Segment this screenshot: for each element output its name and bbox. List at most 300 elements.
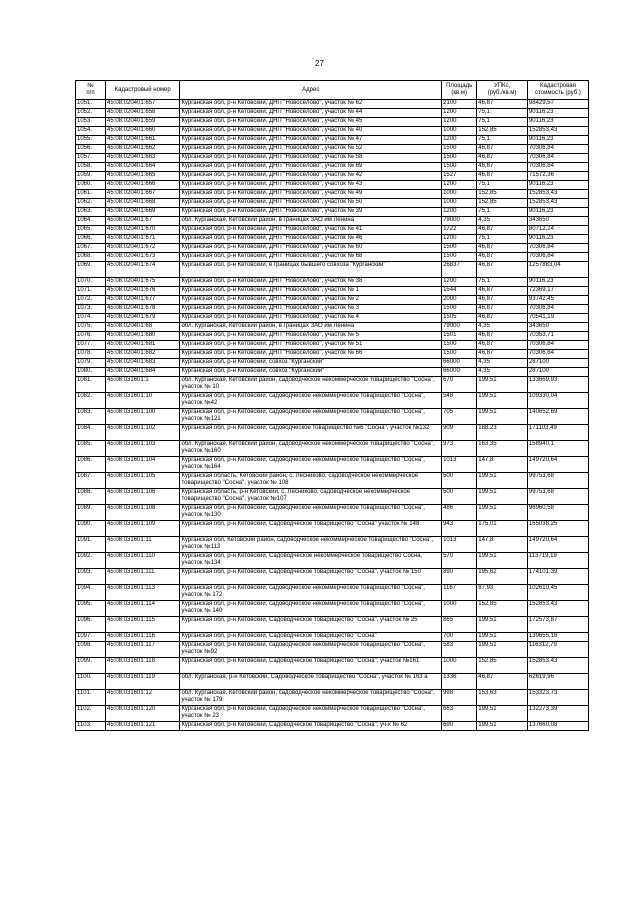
table-row [76, 505, 589, 521]
cell-cadastral-value: 165038,25 [527, 521, 588, 537]
cell-area: 1200 [442, 235, 477, 244]
cell-upks: 4,35 [477, 359, 528, 368]
cell-address: Курганская обл, р-н Кетовский, садоводческое некоммерческое товарищество "Сосна", участок №92 [180, 642, 442, 658]
cell-address: Курганская область, р-н Кетовский, с. Лесниково, садоводческое некоммерческое товарищество "Сосна", участок №107 [180, 489, 442, 505]
cell-upks: 46,87 [477, 244, 528, 253]
table-row [76, 136, 589, 145]
cell-cadastral-number: 45:08:031601:106 [105, 489, 179, 505]
cell-index: 1083. [76, 409, 106, 425]
table-row [76, 181, 589, 190]
cell-cadastral-number: 45:08:020401:666 [105, 181, 179, 190]
cell-address: Курганская обл, р-н Кетовский, ДНП "Новосёлово", участок № 66 [180, 350, 442, 359]
table-row [76, 409, 589, 425]
cell-upks: 188,23 [477, 425, 528, 441]
cell-cadastral-value: 90116,23 [527, 118, 588, 127]
cell-cadastral-value: 152853,43 [527, 199, 588, 208]
cell-upks: 199,51 [477, 489, 528, 505]
cell-address: Курганская обл, р-н Кетовский, Садоводческое товарищество "Сосна", участок № 25 [180, 617, 442, 633]
cell-address: Курганская обл, р-н Кетовский, ДНП "Новосёлово", участок № 49 [180, 190, 442, 199]
cell-index: 1101. [76, 690, 106, 706]
cell-cadastral-number: 45:08:020401:682 [105, 350, 179, 359]
cell-cadastral-number: 45:08:020401:662 [105, 145, 179, 154]
cell-cadastral-value: 152853,43 [527, 601, 588, 617]
cell-upks: 175,01 [477, 521, 528, 537]
cell-upks: 46,87 [477, 154, 528, 163]
cell-upks: 46,87 [477, 332, 528, 341]
cell-address: Курганская обл, р-н Кетовский, ДНП "Новосёлово", участок № 50 [180, 199, 442, 208]
cell-cadastral-number: 45:08:020401:670 [105, 226, 179, 235]
cell-cadastral-value: 152853,43 [527, 190, 588, 199]
header-index: № п/п [76, 81, 106, 100]
table-row [76, 262, 589, 278]
table-row [76, 359, 589, 368]
cell-area: 1500 [442, 350, 477, 359]
cell-index: 1081. [76, 377, 106, 393]
cell-upks: 75,1 [477, 235, 528, 244]
cell-index: 1061. [76, 190, 106, 199]
cell-cadastral-value: 149720,64 [527, 537, 588, 553]
cell-cadastral-value: 70306,84 [527, 350, 588, 359]
cell-area: 583 [442, 642, 477, 658]
cell-index: 1071. [76, 287, 106, 296]
table-row [76, 425, 589, 441]
cell-index: 1082. [76, 393, 106, 409]
cell-address: Курганская обл, р-н Кетовский, садоводческое некоммерческое товарищество "Сосна", участок №42 [180, 393, 442, 409]
cell-cadastral-value: 98429,57 [527, 100, 588, 109]
cell-cadastral-value: 90116,23 [527, 278, 588, 287]
cell-address: Курганская обл, р-н Кетовский, ДНП "Новосёлово", участок № 38 [180, 278, 442, 287]
cell-cadastral-value: 70306,84 [527, 145, 588, 154]
cell-cadastral-number: 45:08:020401:673 [105, 253, 179, 262]
cell-cadastral-number: 45:08:031601:117 [105, 642, 179, 658]
cell-upks: 147,8 [477, 457, 528, 473]
table-row [76, 489, 589, 505]
table-row [76, 305, 589, 314]
cell-area: 570 [442, 553, 477, 569]
cell-cadastral-value: 71572,36 [527, 172, 588, 181]
cell-cadastral-number: 45:08:031601:11 [105, 537, 179, 553]
cell-area: 1000 [442, 658, 477, 674]
cell-address: обл. Курганская, Кетовский район, садоводческое некоммерческое товарищество "Сосна", участок № 10 [180, 377, 442, 393]
table-row [76, 217, 589, 226]
cell-address: Курганская обл, р-н Кетовский, ДНП "Новосёлово", участок № 41 [180, 226, 442, 235]
cell-address: Курганская обл, р-н Кетовский, ДНП "Новосёлово", участок № 51 [180, 341, 442, 350]
cell-cadastral-value: 90116,23 [527, 109, 588, 118]
table-row [76, 154, 589, 163]
cell-address: Курганская обл, р-н Кетовский, ДНП "Новосёлово", участок № 43 [180, 181, 442, 190]
cell-upks: 199,51 [477, 553, 528, 569]
cell-cadastral-value: 287100 [527, 359, 588, 368]
cell-address: Курганская обл, р-н Кетовский, совхоз "Курганский" [180, 368, 442, 377]
cell-cadastral-number: 45:08:031601:110 [105, 553, 179, 569]
cell-area: 548 [442, 393, 477, 409]
cell-cadastral-number: 45:08:031601:109 [105, 521, 179, 537]
cell-address: Курганская обл, р-н Кетовский, ДНП "Новосёлово", участок № 60 [180, 244, 442, 253]
header-cadastral-value: Кадастровая стоимость (руб.) [527, 81, 588, 100]
cell-cadastral-number: 45:08:020401:678 [105, 305, 179, 314]
cell-cadastral-number: 45:08:020401:680 [105, 332, 179, 341]
cell-upks: 75,1 [477, 118, 528, 127]
cell-cadastral-number: 45:08:020401:659 [105, 118, 179, 127]
cell-area: 1200 [442, 118, 477, 127]
cell-upks: 152,85 [477, 658, 528, 674]
cell-index: 1056. [76, 145, 106, 154]
table-row [76, 473, 589, 489]
cell-address: Курганская обл, р-н Кетовский, Садоводческое некоммерческое товарищество Сосна, участок №134 [180, 553, 442, 569]
cell-area: 1200 [442, 181, 477, 190]
table-row [76, 163, 589, 172]
table-row [76, 145, 589, 154]
cell-area: 663 [442, 706, 477, 722]
cell-area: 1500 [442, 145, 477, 154]
cell-index: 1069. [76, 262, 106, 278]
table-row [76, 674, 589, 690]
cell-address: Курганская обл, р-н Кетовский, садоводческое некоммерческое товарищество "Сосна", участок № 172 [180, 585, 442, 601]
cell-cadastral-number: 45:08:031601:10 [105, 393, 179, 409]
cell-cadastral-value: 70353,71 [527, 332, 588, 341]
table-row [76, 100, 589, 109]
table-row [76, 332, 589, 341]
cell-address: обл. Курганская, Кетовский район, в границах ЗАО им Ленина [180, 323, 442, 332]
cell-cadastral-number: 45:08:031601:120 [105, 706, 179, 722]
cell-upks: 75,1 [477, 181, 528, 190]
cell-address: Курганская обл, р-н Кетовский, ДНП "Новосёлово", участок № 39 [180, 208, 442, 217]
cell-area: 1000 [442, 190, 477, 199]
cell-area: 943 [442, 521, 477, 537]
cell-index: 1062. [76, 199, 106, 208]
cell-area: 1500 [442, 253, 477, 262]
cell-upks: 199,51 [477, 409, 528, 425]
cell-index: 1055. [76, 136, 106, 145]
cell-upks: 152,85 [477, 601, 528, 617]
cell-index: 1064. [76, 217, 106, 226]
cell-index: 1084. [76, 425, 106, 441]
cell-area: 1000 [442, 127, 477, 136]
cell-upks: 46,87 [477, 296, 528, 305]
cell-index: 1098. [76, 642, 106, 658]
table-row [76, 244, 589, 253]
cell-upks: 152,85 [477, 199, 528, 208]
cell-cadastral-value: 99753,68 [527, 489, 588, 505]
cell-cadastral-value: 1257883,04 [527, 262, 588, 278]
cell-cadastral-number: 45:08:031601:102 [105, 425, 179, 441]
cell-upks: 163,35 [477, 441, 528, 457]
cell-index: 1102. [76, 706, 106, 722]
cell-area: 1200 [442, 136, 477, 145]
cell-upks: 199,51 [477, 706, 528, 722]
cell-area: 1000 [442, 199, 477, 208]
cell-index: 1097. [76, 633, 106, 642]
cell-cadastral-number: 45:08:020401:664 [105, 163, 179, 172]
cell-cadastral-number: 45:08:031601:104 [105, 457, 179, 473]
table-row [76, 601, 589, 617]
cell-index: 1067. [76, 244, 106, 253]
cell-upks: 46,87 [477, 253, 528, 262]
cell-address: Курганская обл, р-н Кетовский, ДНП "Новосёлово", участок № 52 [180, 145, 442, 154]
cell-upks: 199,51 [477, 617, 528, 633]
cell-upks: 153,63 [477, 690, 528, 706]
cell-area: 1167 [442, 585, 477, 601]
cell-index: 1086. [76, 457, 106, 473]
cell-index: 1078. [76, 350, 106, 359]
cadastral-table [75, 80, 589, 731]
cell-address: Курганская область, Кетовский район, с. Лесниково, садоводческое некоммерческое товарищество "Сосна", участок № 108 [180, 473, 442, 489]
cell-cadastral-value: 113719,19 [527, 553, 588, 569]
cell-index: 1095. [76, 601, 106, 617]
cell-index: 1096. [76, 617, 106, 633]
cell-index: 1057. [76, 154, 106, 163]
cell-cadastral-number: 45:08:020401:674 [105, 262, 179, 278]
cell-upks: 46,87 [477, 341, 528, 350]
header-address: Адрес [180, 81, 442, 100]
cell-area: 705 [442, 409, 477, 425]
cell-cadastral-value: 70306,84 [527, 154, 588, 163]
cell-area: 79000 [442, 217, 477, 226]
table-row [76, 172, 589, 181]
cell-address: Курганская обл, р-н Кетовский, садоводческое некоммерческое товарищество "Сосна", участок № 23 [180, 706, 442, 722]
cell-upks: 152,85 [477, 190, 528, 199]
cell-area: 1013 [442, 457, 477, 473]
cell-address: Курганская обл, р-н Кетовский, Садоводческое товарищество "Сосна", участок №161 [180, 658, 442, 674]
cell-upks: 75,1 [477, 278, 528, 287]
cell-address: Курганская обл, р-н Кетовский, ДНП "Новосёлово", участок № 4 [180, 314, 442, 323]
cell-area: 1501 [442, 332, 477, 341]
cell-index: 1100. [76, 674, 106, 690]
cell-area: 1544 [442, 287, 477, 296]
cell-upks: 87,93 [477, 585, 528, 601]
cell-index: 1052. [76, 109, 106, 118]
cell-index: 1059. [76, 172, 106, 181]
cell-area: 1013 [442, 537, 477, 553]
cell-cadastral-number: 45:08:031601:12 [105, 690, 179, 706]
cell-index: 1099. [76, 658, 106, 674]
cell-upks: 46,87 [477, 287, 528, 296]
cell-cadastral-number: 45:08:031601:108 [105, 505, 179, 521]
cell-upks: 46,87 [477, 226, 528, 235]
cell-index: 1051. [76, 100, 106, 109]
cell-area: 1527 [442, 172, 477, 181]
cell-cadastral-number: 45:08:031601:121 [105, 722, 179, 731]
cell-cadastral-number: 45:08:020401:679 [105, 314, 179, 323]
cell-upks: 46,87 [477, 100, 528, 109]
cell-cadastral-value: 133669,93 [527, 377, 588, 393]
cell-area: 1500 [442, 244, 477, 253]
cell-cadastral-number: 45:08:020401:665 [105, 172, 179, 181]
header-area: Площадь (кв.м) [442, 81, 477, 100]
cell-area: 66000 [442, 368, 477, 377]
cell-address: Курганская обл, р-н Кетовский, Садоводческое товарищество "Сосна" [180, 633, 442, 642]
cell-area: 1505 [442, 314, 477, 323]
cell-upks: 199,51 [477, 473, 528, 489]
cell-address: обл. Курганская, Кетовский район, в границах ЗАО им Ленина [180, 217, 442, 226]
table-row [76, 722, 589, 731]
cell-cadastral-value: 70306,84 [527, 253, 588, 262]
cell-area: 79000 [442, 323, 477, 332]
cell-cadastral-value: 70306,84 [527, 163, 588, 172]
cell-area: 500 [442, 489, 477, 505]
table-row [76, 341, 589, 350]
cell-address: Курганская обл, р-н Кетовский, Садоводческое товарищество "Сосна", уч-к № 62 [180, 722, 442, 731]
cell-cadastral-number: 45:08:020401:660 [105, 127, 179, 136]
cell-index: 1093. [76, 569, 106, 585]
cell-cadastral-number: 45:08:031601:113 [105, 585, 179, 601]
cell-area: 1000 [442, 601, 477, 617]
cell-cadastral-number: 45:08:031601:114 [105, 601, 179, 617]
table-row [76, 642, 589, 658]
table-row [76, 633, 589, 642]
cell-cadastral-number: 45:08:020401:683 [105, 359, 179, 368]
cell-index: 1080. [76, 368, 106, 377]
table-row [76, 127, 589, 136]
cell-index: 1068. [76, 253, 106, 262]
cell-index: 1058. [76, 163, 106, 172]
cell-address: Курганская обл, р-н Кетовский, ДНП "Новосёлово", участок № 69 [180, 163, 442, 172]
cell-cadastral-value: 343650 [527, 217, 588, 226]
table-row [76, 658, 589, 674]
cell-cadastral-value: 158940,1 [527, 441, 588, 457]
cell-address: Курганская обл, р-н Кетовский, ДНП "Новосёлово", участок № 62 [180, 100, 442, 109]
cell-address: Курганская обл, р-н Кетовский, садоводческое некоммерческое товарищество "Сосна", участок № 140 [180, 601, 442, 617]
table-row [76, 377, 589, 393]
cell-address: Курганская обл, р-н Кетовский, в границах бывшего совхоза "Курганский" [180, 262, 442, 278]
cell-cadastral-number: 45:08:020401:681 [105, 341, 179, 350]
cell-cadastral-number: 45:08:020401:676 [105, 287, 179, 296]
cell-index: 1089. [76, 505, 106, 521]
cell-area: 1200 [442, 278, 477, 287]
cell-index: 1053. [76, 118, 106, 127]
cell-cadastral-number: 45:08:020401:669 [105, 208, 179, 217]
cell-index: 1103. [76, 722, 106, 731]
cell-cadastral-number: 45:08:020401:667 [105, 190, 179, 199]
cell-upks: 4,35 [477, 368, 528, 377]
cell-upks: 75,1 [477, 136, 528, 145]
cell-address: Курганская обл, р-н Кетовский, садоводческое некоммерческое товарищество "Сосна", участок №121 [180, 409, 442, 425]
cell-upks: 46,87 [477, 163, 528, 172]
table-row [76, 706, 589, 722]
table-row [76, 235, 589, 244]
cell-address: Курганская обл, р-н Кетовский, совхоз "Курганский" [180, 359, 442, 368]
cell-index: 1076. [76, 332, 106, 341]
cell-area: 909 [442, 425, 477, 441]
cell-area: 1500 [442, 154, 477, 163]
cell-upks: 75,1 [477, 208, 528, 217]
page-number: 27 [315, 59, 324, 68]
cell-cadastral-value: 90116,23 [527, 136, 588, 145]
cell-address: Курганская обл, р-н Кетовский, садоводческое некоммерческое товарищество "Сосна", участок №130 [180, 505, 442, 521]
cell-cadastral-value: 70306,84 [527, 244, 588, 253]
cell-cadastral-value: 172573,87 [527, 617, 588, 633]
cell-cadastral-value: 90116,23 [527, 181, 588, 190]
cell-address: обл. Курганская, Кетовский район, садоводческое некоммерческое товарищество "Сосна", участок № 179 [180, 690, 442, 706]
cell-cadastral-number: 45:08:031601:111 [105, 569, 179, 585]
table-row [76, 287, 589, 296]
cell-cadastral-number: 45:08:020401:677 [105, 296, 179, 305]
cell-cadastral-value: 140652,69 [527, 409, 588, 425]
table-header-row [76, 81, 589, 100]
cell-area: 973 [442, 441, 477, 457]
table-row [76, 296, 589, 305]
table-row [76, 393, 589, 409]
cell-area: 1500 [442, 305, 477, 314]
cell-upks: 46,87 [477, 172, 528, 181]
cell-index: 1072. [76, 296, 106, 305]
cell-upks: 46,87 [477, 262, 528, 278]
cell-index: 1074. [76, 314, 106, 323]
cell-cadastral-value: 139655,16 [527, 633, 588, 642]
cell-upks: 46,87 [477, 350, 528, 359]
cell-cadastral-value: 153323,73 [527, 690, 588, 706]
cell-area: 26837 [442, 262, 477, 278]
table-row [76, 190, 589, 199]
cell-address: Курганская обл, р-н Кетовский, ДНП "Новосёлово", участок № 45 [180, 118, 442, 127]
cell-upks: 46,87 [477, 145, 528, 154]
table-row [76, 569, 589, 585]
cell-cadastral-value: 137660,08 [527, 722, 588, 731]
cell-cadastral-number: 45:08:031601:1 [105, 377, 179, 393]
table-row [76, 323, 589, 332]
cell-cadastral-number: 45:08:020401:657 [105, 100, 179, 109]
table-row [76, 253, 589, 262]
cell-address: Курганская обл, р-н Кетовский, ДНП "Новосёлово", участок № 1 [180, 287, 442, 296]
cell-index: 1073. [76, 305, 106, 314]
cell-area: 998 [442, 690, 477, 706]
table-row [76, 441, 589, 457]
cell-upks: 46,87 [477, 674, 528, 690]
cell-address: Курганская обл, р-н Кетовский, ДНП "Новосёлово", участок № 42 [180, 172, 442, 181]
cell-area: 1200 [442, 208, 477, 217]
cell-cadastral-value: 109330,04 [527, 393, 588, 409]
table-row [76, 368, 589, 377]
cell-cadastral-number: 45:08:031601:118 [105, 658, 179, 674]
header-cadastral-number: Кадастровый номер [105, 81, 179, 100]
cell-cadastral-value: 70306,84 [527, 305, 588, 314]
cell-cadastral-value: 132273,39 [527, 706, 588, 722]
cell-cadastral-value: 171103,49 [527, 425, 588, 441]
cell-area: 486 [442, 505, 477, 521]
cell-area: 670 [442, 377, 477, 393]
cell-cadastral-number: 45:08:020401:671 [105, 235, 179, 244]
cell-index: 1070. [76, 278, 106, 287]
cell-cadastral-number: 45:08:031601:119 [105, 674, 179, 690]
cell-area: 1500 [442, 341, 477, 350]
table-row [76, 109, 589, 118]
cell-area: 66000 [442, 359, 477, 368]
cell-area: 700 [442, 633, 477, 642]
cell-upks: 195,62 [477, 569, 528, 585]
cell-cadastral-number: 45:08:020401:67 [105, 217, 179, 226]
cell-index: 1092. [76, 553, 106, 569]
table-row [76, 350, 589, 359]
cell-area: 690 [442, 722, 477, 731]
cell-upks: 4,35 [477, 323, 528, 332]
cell-cadastral-value: 70306,84 [527, 341, 588, 350]
cell-address: Курганская обл, р-н Кетовский, Садоводческое товарищество "Сосна" участок № 148 [180, 521, 442, 537]
cell-upks: 199,51 [477, 642, 528, 658]
table-row [76, 278, 589, 287]
cell-index: 1090. [76, 521, 106, 537]
table-row [76, 690, 589, 706]
cell-cadastral-number: 45:08:020401:658 [105, 109, 179, 118]
cell-cadastral-value: 72369,17 [527, 287, 588, 296]
cell-address: Курганская обл, р-н Кетовский, ДНП "Новосёлово", участок № 3 [180, 305, 442, 314]
cell-index: 1063. [76, 208, 106, 217]
cell-address: Курганская обл, Кетовский район, садоводческое некоммерческое товарищество "Сосна", участок №113 [180, 537, 442, 553]
cell-cadastral-number: 45:08:020401:675 [105, 278, 179, 287]
cell-address: Курганская обл, р-н Кетовский, ДНП "Новосёлово", участок № 46 [180, 235, 442, 244]
cell-address: Курганская обл, р-н Кетовский, ДНП "Новосёлово", участок № 5 [180, 332, 442, 341]
cell-address: Курганская обл, р-н Кетовский, Садоводческое товарищество "Сосна", участок № 150 [180, 569, 442, 585]
cell-cadastral-value: 152853,43 [527, 658, 588, 674]
